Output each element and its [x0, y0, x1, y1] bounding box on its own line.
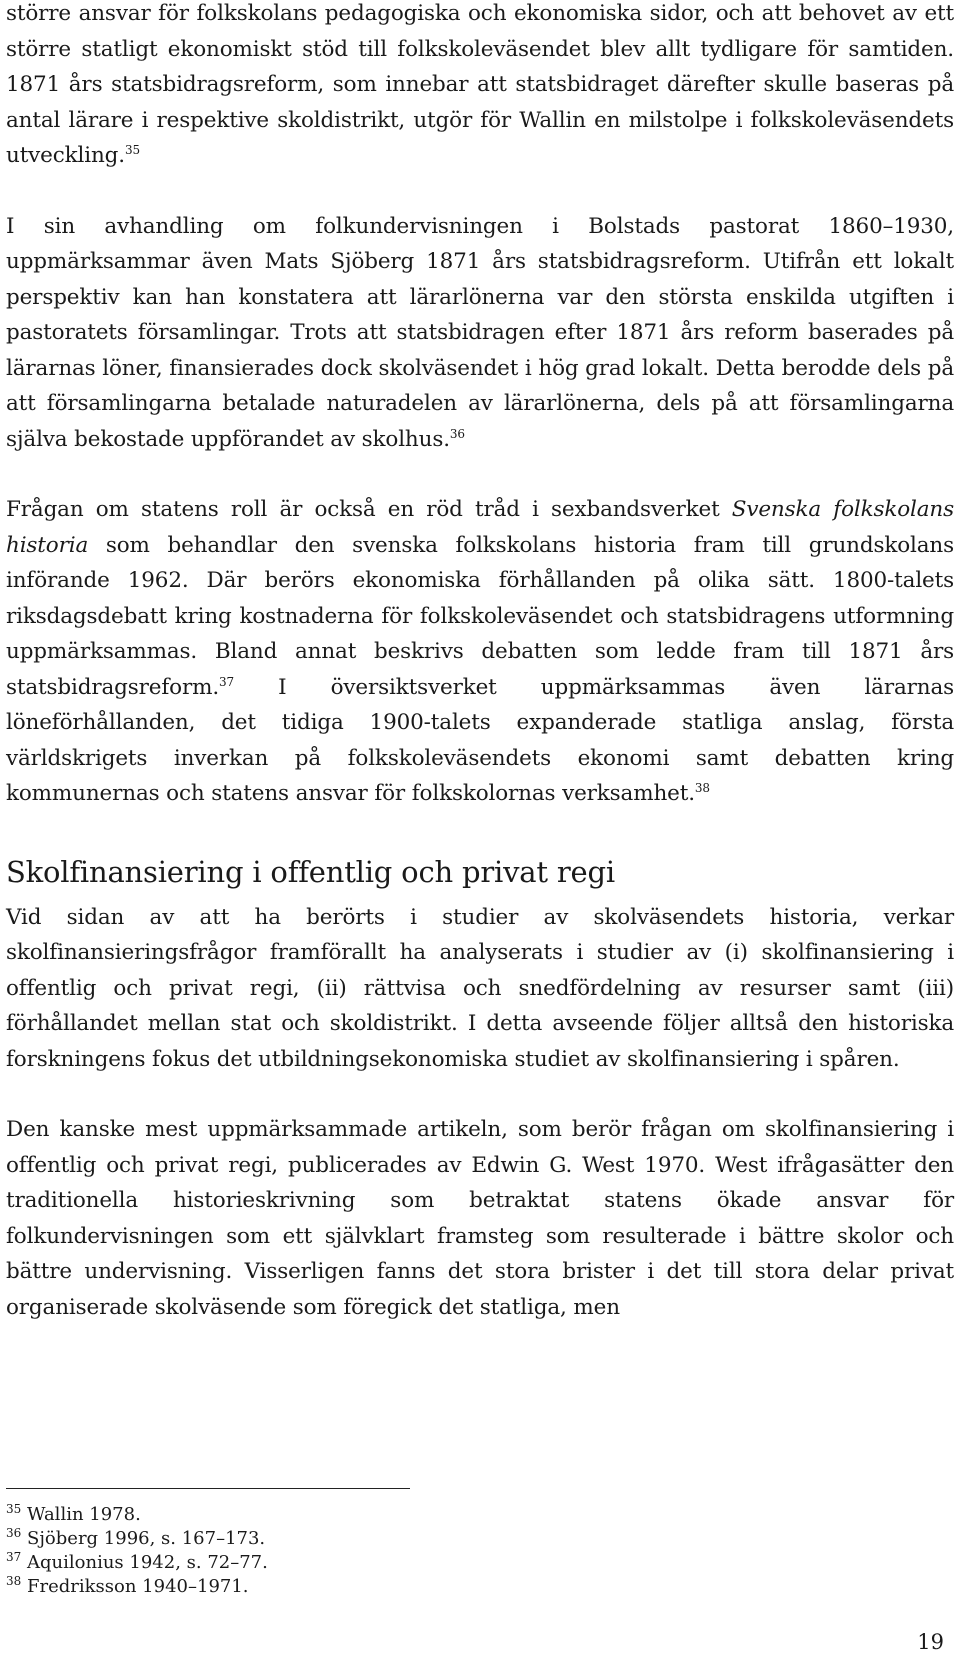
footnote-37 [6, 1551, 954, 1575]
footnote-ref-36[interactable]: 36 [449, 426, 465, 441]
footnote-number: 37 [6, 1550, 22, 1564]
footnote-text: Wallin 1978. [27, 1504, 141, 1525]
paragraph-3-lead: Frågan om statens roll är också en röd tråd i sexbandsverket [6, 497, 732, 522]
footnotes [6, 1488, 954, 1599]
paragraph-2-text: I sin avhandling om folkundervisningen i Bolstads pastorat 1860–1930, uppmärksammar även Mats Sjöberg 1871 års statsbidragsreform. Utifrån ett lokalt perspektiv kan han konstatera att lärarlönerna var den största enskilda utgiften i pastoratets församlingar. Trots att statsbidragen efter 1871 års reform baserades på lärarnas löner, finansierades dock skolväsendet i hög grad lokalt. Detta berodde dels på att församlingarna betalade naturadelen av lärarlönerna, dels på att församlingarna själva bekostade uppförandet av skolhus. [6, 213, 954, 452]
paragraph-1 [6, 0, 954, 174]
footnote-number: 35 [6, 1502, 22, 1516]
footnote-35 [6, 1503, 954, 1527]
footnote-38 [6, 1575, 954, 1599]
footnote-number: 36 [6, 1526, 22, 1540]
section-heading: Skolfinansiering i offentlig och privat regi [6, 854, 615, 889]
paragraph-3 [6, 492, 954, 812]
paragraph-1-text: större ansvar för folkskolans pedagogiska och ekonomiska sidor, och att behovet av ett större statligt ekonomiskt stöd till folkskoleväsendet blev allt tydligare för samtiden. 1871 års statsbidragsreform, som innebar att statsbidraget därefter skulle baseras på antal lärare i respektive skoldistrikt, utgör för Wallin en milstolpe i folkskoleväsendets utveckling. [6, 1, 954, 168]
footnote-number: 38 [6, 1574, 22, 1588]
paragraph-5 [6, 1112, 954, 1325]
footnote-text: Aquilonius 1942, s. 72–77. [27, 1552, 268, 1573]
footnote-ref-37[interactable]: 37 [219, 674, 234, 689]
page-number: 19 [917, 1630, 944, 1654]
footnote-divider [6, 1488, 410, 1489]
book-title: Svenska folkskolans historia [6, 497, 954, 558]
paragraph-5-text: Den kanske mest uppmärksammade artikeln, som berör frågan om skolfinansiering i offentlig och privat regi, publicerades av Edwin G. West 1970. West ifrågasätter den traditionella historieskrivning som betraktat statens ökade ansvar för folkundervisningen som ett självklart framsteg som resulterade i bättre skolor och bättre undervisning. Visserligen fanns det stora brister i det till stora delar privat organiserade skolväsende som föregick det statliga, men [6, 1117, 954, 1320]
paragraph-4 [6, 900, 954, 1078]
footnote-text: Fredriksson 1940–1971. [27, 1576, 249, 1597]
paragraph-3-mid: som behandlar den svenska folkskolans historia fram till grundskolans införande 1962. Där berörs ekonomiska förhållanden på olika sätt. 1800-talets riksdagsdebatt kring kostnaderna för folkskoleväsendet och statsbidragens utformning uppmärksammas. Bland annat beskrivs debatten som ledde fram till 1871 års statsbidragsreform. [6, 532, 954, 700]
footnote-ref-35[interactable]: 35 [124, 142, 140, 157]
footnote-36 [6, 1527, 954, 1551]
footnote-ref-38[interactable]: 38 [694, 780, 710, 795]
paragraph-4-text: Vid sidan av att ha berörts i studier av skolväsendets historia, verkar skolfinansieringsfrågor framförallt ha analyserats i studier av (i) skolfinansiering i offentlig och privat regi, (ii) rättvisa och snedfördelning av resurser samt (iii) förhållandet mellan stat och skoldistrikt. I detta avseende följer alltså den historiska forskningens fokus det utbildningsekonomiska studiet av skolfinansiering i spåren. [6, 904, 954, 1072]
paragraph-2 [6, 209, 954, 458]
document-page [6, 0, 954, 1677]
paragraph-3-tail: I översiktsverket uppmärksammas även lärarnas löneförhållanden, det tidiga 1900-talets expanderade statliga anslag, första världskrigets inverkan på folkskoleväsendets ekonomi samt debatten kring kommunernas och statens ansvar för folkskolornas verksamhet. [6, 674, 954, 806]
footnote-text: Sjöberg 1996, s. 167–173. [27, 1528, 266, 1549]
